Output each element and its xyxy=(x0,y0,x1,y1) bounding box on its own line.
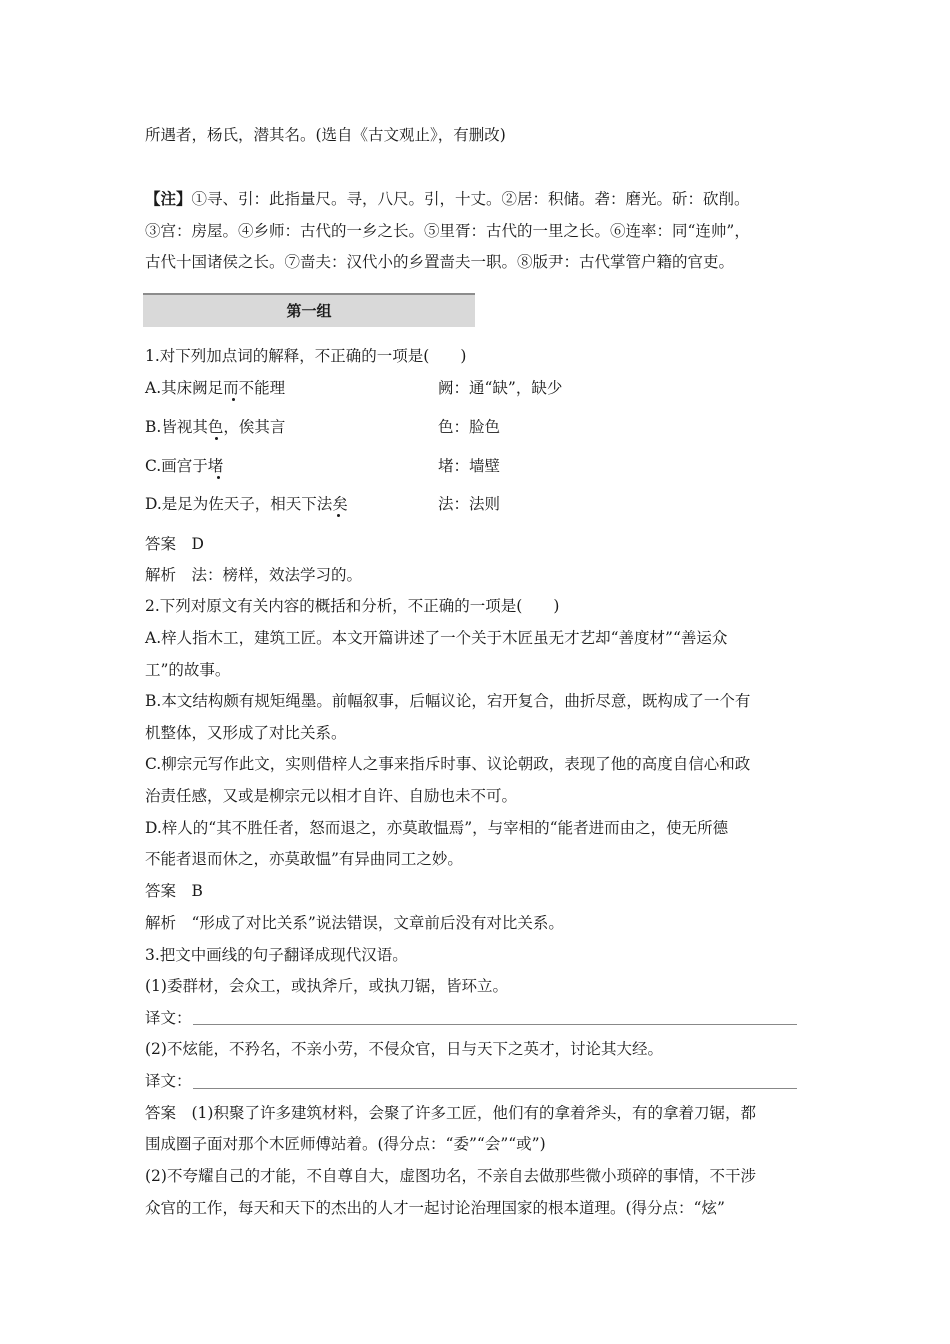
q3-sentence-1: (1)委群材，会众工，或执斧斤，或执刀锯，皆环立。 xyxy=(145,977,508,995)
notes-text-1: ①寻、引：此指量尺。寻，八尺。引，十丈。②居：积储。砻：磨光。斫：砍削。 xyxy=(191,190,750,208)
q3-answer-line: 众官的工作，每天和天下的杰出的人才一起讨论治理国家的根本道理。(得分点：“炫” xyxy=(145,1199,725,1217)
q2-line: 工”的故事。 xyxy=(145,661,231,679)
translation-blank-1[interactable] xyxy=(193,1024,797,1025)
q3-answer-line: 围成圈子面对那个木匠师傅站着。(得分点：“委”“会”“或”) xyxy=(145,1135,546,1153)
q1-option-d-gloss: 法：法则 xyxy=(438,495,501,513)
q2-line: A.梓人指木工，建筑工匠。本文开篇讲述了一个关于木匠虽无才艺却“善度材”“善运众 xyxy=(145,629,728,647)
q2-stem: 2.下列对原文有关内容的概括和分析，不正确的一项是( ) xyxy=(145,597,560,615)
q1-option-a-gloss: 阙：通“缺”，缺少 xyxy=(438,379,563,397)
q3-answer-line: 答案 (1)积聚了许多建筑材料，会聚了许多工匠，他们有的拿着斧头，有的拿着刀锯，都 xyxy=(145,1104,756,1122)
q2-line: 机整体，又形成了对比关系。 xyxy=(145,724,347,742)
q3-sentence-2: (2)不炫能，不矜名，不亲小劳，不侵众官，日与天下之英才，讨论其大经。 xyxy=(145,1040,663,1058)
q1-option-c-gloss: 堵：墙壁 xyxy=(438,457,501,475)
q1-answer: 答案 D xyxy=(145,535,204,553)
q2-line: B.本文结构颇有规矩绳墨。前幅叙事，后幅议论，宕开复合，曲折尽意，既构成了一个有 xyxy=(145,692,751,710)
q2-analysis: 解析 “形成了对比关系”说法错误，文章前后没有对比关系。 xyxy=(145,914,564,932)
notes-line-3: 古代十国诸侯之长。⑦啬夫：汉代小的乡置啬夫一职。⑧版尹：古代掌管户籍的官吏。 xyxy=(145,253,735,271)
q2-line: 治责任感，又或是柳宗元以相才自许、自励也未不可。 xyxy=(145,787,518,805)
q1-option-a: A.其床阙足而不能理 xyxy=(145,379,286,397)
q2-line: D.梓人的“其不胜任者，怒而退之，亦莫敢愠焉”，与宰相的“能者进而由之，使无所德 xyxy=(145,819,729,837)
q1-option-b: B.皆视其色，俟其言 xyxy=(145,418,286,436)
section-title: 第一组 xyxy=(143,293,475,327)
q1-option-c: C.画宫于堵 xyxy=(145,457,224,475)
q2-line: C.柳宗元写作此文，实则借梓人之事来指斥时事、议论朝政，表现了他的高度自信心和政 xyxy=(145,755,751,773)
q1-analysis: 解析 法：榜样，效法学习的。 xyxy=(145,566,363,584)
source-line: 所遇者，杨氏，潜其名。(选自《古文观止》，有删改) xyxy=(145,126,506,144)
q1-stem: 1.对下列加点词的解释，不正确的一项是( ) xyxy=(145,347,467,365)
q3-answer-line: (2)不夸耀自己的才能，不自尊自大，虚图功名，不亲自去做那些微小琐碎的事情，不干涉 xyxy=(145,1167,756,1185)
notes-line-2: ③宫：房屋。④乡师：古代的一乡之长。⑤里胥：古代的一里之长。⑥连率：同“连帅”， xyxy=(145,222,750,240)
q1-option-b-gloss: 色：脸色 xyxy=(438,418,501,436)
emphasis-dot xyxy=(232,398,235,401)
emphasis-dot xyxy=(215,437,218,440)
translation-blank-2[interactable] xyxy=(193,1088,797,1089)
emphasis-dot xyxy=(337,514,340,517)
notes-label: 【注】 xyxy=(145,189,192,208)
q2-line: 不能者退而休之，亦莫敢愠”有异曲同工之妙。 xyxy=(145,850,463,868)
q3-stem: 3.把文中画线的句子翻译成现代汉语。 xyxy=(145,946,408,964)
notes-line-1 xyxy=(145,188,750,210)
q1-option-d: D.是足为佐天子，相天下法矣 xyxy=(145,495,348,513)
q2-answer: 答案 B xyxy=(145,882,203,900)
translation-label: 译文： xyxy=(145,1072,192,1090)
translation-label: 译文： xyxy=(145,1009,192,1027)
emphasis-dot xyxy=(217,476,220,479)
